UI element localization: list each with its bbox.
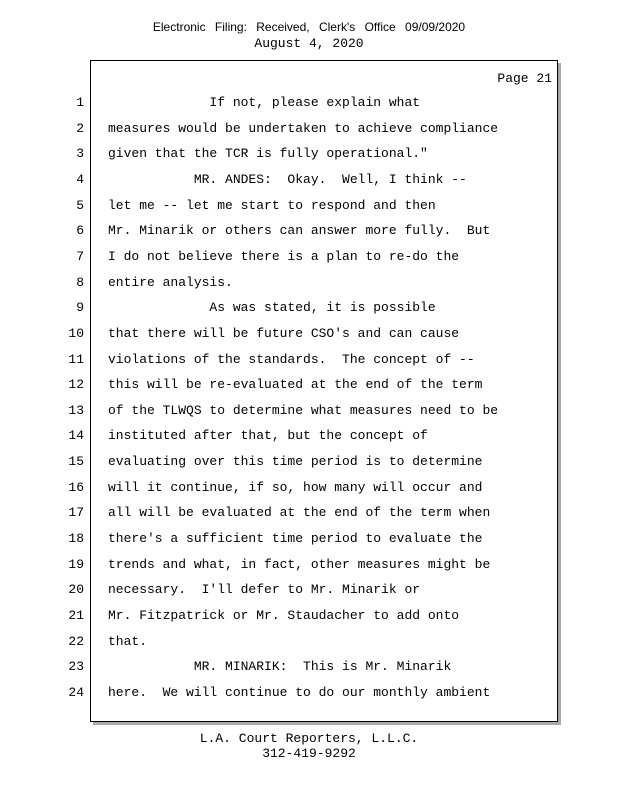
line-text: As was stated, it is possible	[108, 300, 436, 315]
line-text: all will be evaluated at the end of the term when	[108, 505, 491, 520]
line-text: here. We will continue to do our monthly ambient	[108, 685, 491, 700]
transcript-date: August 4, 2020	[254, 36, 364, 51]
line-number: 2	[76, 121, 84, 136]
line-number: 1	[76, 95, 84, 110]
line-text: this will be re-evaluated at the end of the term	[108, 377, 483, 392]
line-number: 17	[68, 505, 84, 520]
line-text: Mr. Minarik or others can answer more fully. But	[108, 223, 491, 238]
line-text: that.	[108, 634, 148, 649]
page-number: Page 21	[497, 71, 552, 86]
line-number: 20	[68, 582, 84, 597]
line-number: 7	[76, 249, 84, 264]
line-text: MR. ANDES: Okay. Well, I think --	[108, 172, 467, 187]
line-text: measures would be undertaken to achieve compliance	[108, 121, 499, 136]
line-text: MR. MINARIK: This is Mr. Minarik	[108, 659, 452, 674]
line-text: will it continue, if so, how many will occur and	[108, 480, 483, 495]
line-text: violations of the standards. The concept of --	[108, 352, 475, 367]
line-number: 9	[76, 300, 84, 315]
line-number: 18	[68, 531, 84, 546]
line-text: there's a sufficient time period to evaluate the	[108, 531, 483, 546]
line-number: 5	[76, 198, 84, 213]
line-text: instituted after that, but the concept of	[108, 428, 428, 443]
line-number: 8	[76, 275, 84, 290]
line-text: let me -- let me start to respond and then	[108, 198, 436, 213]
line-number: 6	[76, 223, 84, 238]
line-text: Mr. Fitzpatrick or Mr. Staudacher to add onto	[108, 608, 460, 623]
line-text: given that the TCR is fully operational."	[108, 146, 428, 161]
line-text: entire analysis.	[108, 275, 233, 290]
line-text: evaluating over this time period is to determine	[108, 454, 483, 469]
line-number: 12	[68, 377, 84, 392]
filing-stamp-header: Electronic Filing: Received, Clerk's Office 09/09/2020	[152, 20, 466, 34]
line-number: 14	[68, 428, 84, 443]
line-number: 22	[68, 634, 84, 649]
line-number: 3	[76, 146, 84, 161]
line-text: that there will be future CSO's and can cause	[108, 326, 460, 341]
line-number: 19	[68, 557, 84, 572]
line-number: 16	[68, 480, 84, 495]
line-number: 4	[76, 172, 84, 187]
line-number: 23	[68, 659, 84, 674]
line-text: I do not believe there is a plan to re-do the	[108, 249, 460, 264]
court-reporter-company: L.A. Court Reporters, L.L.C.	[199, 731, 419, 746]
line-number: 10	[68, 326, 84, 341]
line-number: 21	[68, 608, 84, 623]
line-text: necessary. I'll defer to Mr. Minarik or	[108, 582, 421, 597]
line-number: 13	[68, 403, 84, 418]
line-text: of the TLWQS to determine what measures need to be	[108, 403, 499, 418]
line-number: 11	[68, 352, 84, 367]
line-number: 24	[68, 685, 84, 700]
line-number: 15	[68, 454, 84, 469]
line-text: If not, please explain what	[108, 95, 421, 110]
court-reporter-phone: 312-419-9292	[262, 746, 356, 761]
line-text: trends and what, in fact, other measures might be	[108, 557, 491, 572]
